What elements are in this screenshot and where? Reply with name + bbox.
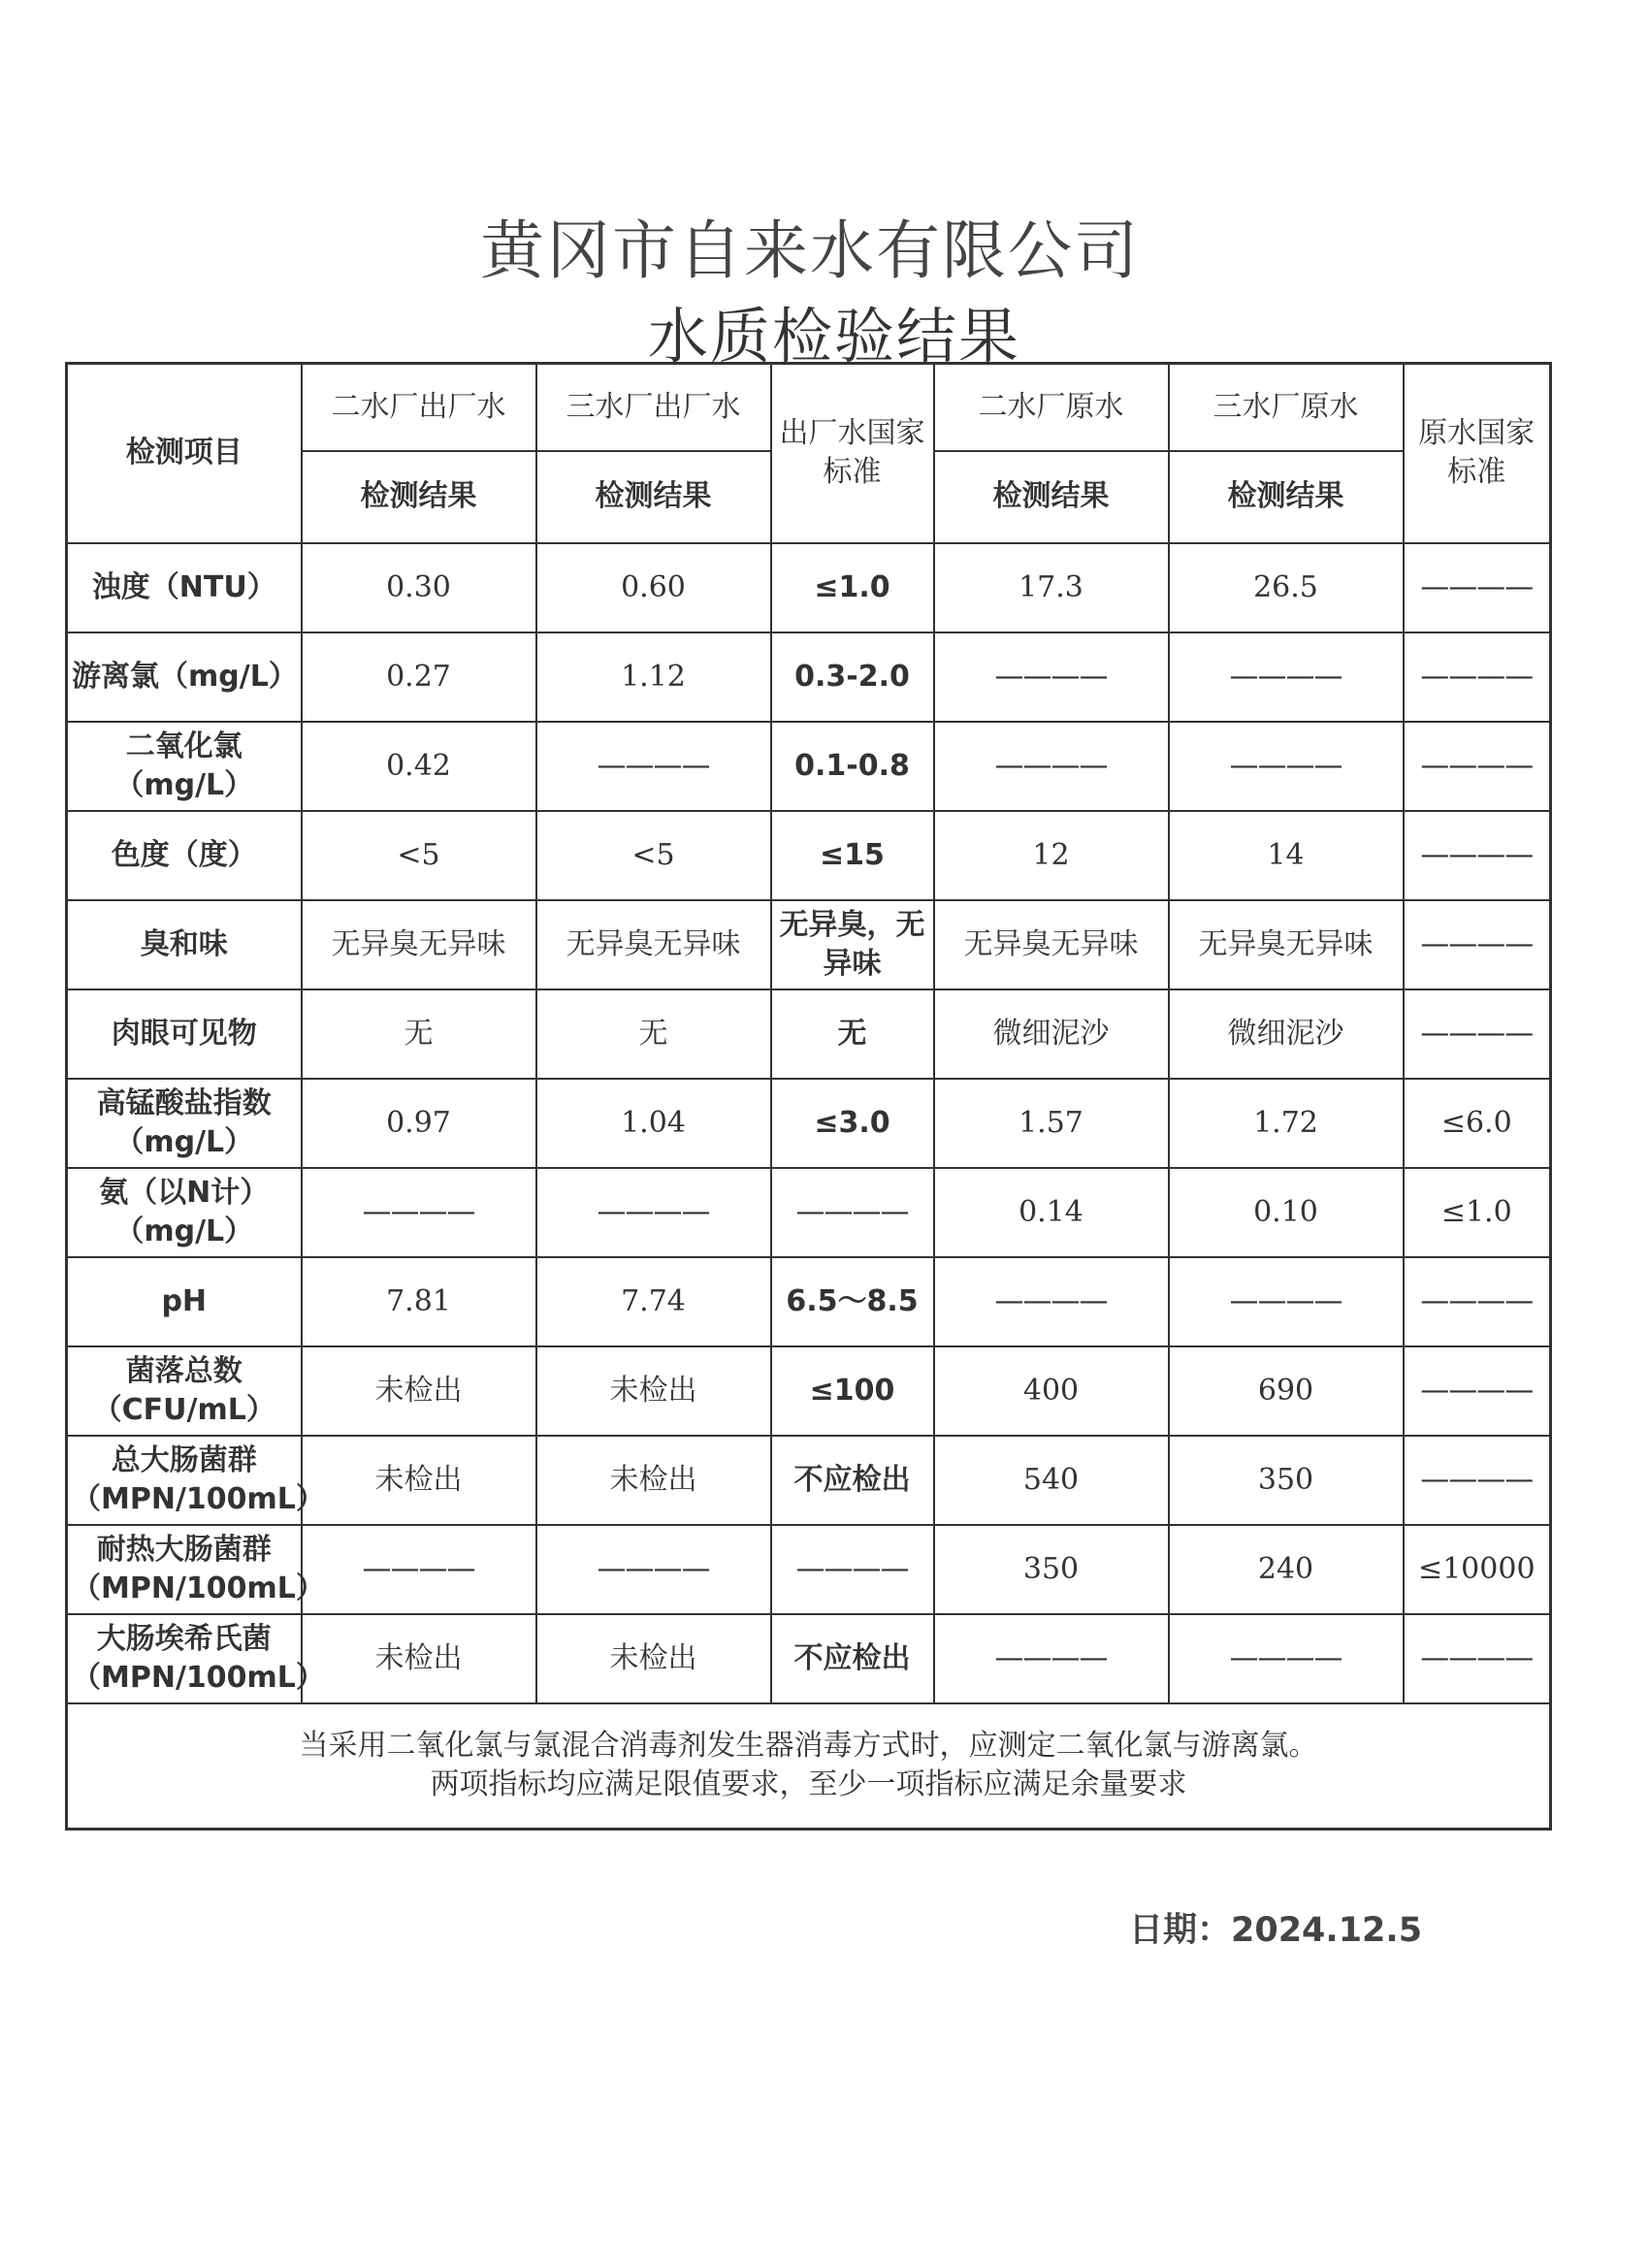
cell-out-standard: 6.5～8.5 — [771, 1257, 934, 1346]
sub-header-result: 检测结果 — [934, 451, 1169, 543]
cell-out-standard: 0.1-0.8 — [771, 722, 934, 811]
cell-plant3-out: 未检出 — [536, 1346, 771, 1436]
cell-plant2-out: 未检出 — [302, 1346, 536, 1436]
cell-plant3-raw: 26.5 — [1169, 543, 1404, 632]
cell-out-standard: 无 — [771, 989, 934, 1079]
cell-plant2-raw: 12 — [934, 811, 1169, 900]
report-date: 日期：2024.12.5 — [1129, 1911, 1423, 1950]
cell-plant3-out: <5 — [536, 811, 771, 900]
cell-out-standard: 0.3-2.0 — [771, 632, 934, 722]
cell-out-standard: 不应检出 — [771, 1614, 934, 1703]
row-item-name: 总大肠菌群（MPN/100mL） — [67, 1436, 302, 1525]
cell-plant3-out: 1.12 — [536, 632, 771, 722]
cell-plant3-raw: 690 — [1169, 1346, 1404, 1436]
cell-plant2-out: ———— — [302, 1525, 536, 1614]
sub-header-result: 检测结果 — [1169, 451, 1404, 543]
cell-raw-standard: ≤6.0 — [1404, 1079, 1551, 1168]
cell-plant3-out: ———— — [536, 1525, 771, 1614]
cell-plant2-out: ———— — [302, 1168, 536, 1257]
cell-plant3-out: 7.74 — [536, 1257, 771, 1346]
header-row-1 — [67, 364, 1551, 451]
note-line-1: 当采用二氧化氯与氯混合消毒剂发生器消毒方式时，应测定二氧化氯与游离氯。 — [299, 1729, 1318, 1764]
cell-plant2-out: 0.27 — [302, 632, 536, 722]
cell-raw-standard: ———— — [1404, 811, 1551, 900]
table-row — [67, 811, 1551, 900]
row-item-name: 臭和味 — [67, 900, 302, 989]
cell-plant3-out: 1.04 — [536, 1079, 771, 1168]
row-item-name: pH — [67, 1257, 302, 1346]
cell-plant2-raw: ———— — [934, 1257, 1169, 1346]
cell-out-standard: ———— — [771, 1168, 934, 1257]
note-line-2: 两项指标均应满足限值要求，至少一项指标应满足余量要求 — [430, 1767, 1187, 1802]
cell-plant2-raw: 无异臭无异味 — [934, 900, 1169, 989]
document-title: 水质检验结果 — [647, 301, 1020, 372]
cell-plant3-raw: 0.10 — [1169, 1168, 1404, 1257]
cell-plant3-raw: 240 — [1169, 1525, 1404, 1614]
col-header-plant3-raw: 三水厂原水 — [1169, 364, 1404, 451]
cell-plant3-out: 未检出 — [536, 1436, 771, 1525]
sub-header-result: 检测结果 — [302, 451, 536, 543]
cell-out-standard: ≤100 — [771, 1346, 934, 1436]
cell-plant3-out: 无异臭无异味 — [536, 900, 771, 989]
cell-raw-standard: ———— — [1404, 543, 1551, 632]
row-item-name: 浊度（NTU） — [67, 543, 302, 632]
col-header-out-standard: 出厂水国家标准 — [771, 364, 934, 543]
cell-plant3-raw: 350 — [1169, 1436, 1404, 1525]
cell-plant3-raw: ———— — [1169, 1614, 1404, 1703]
col-header-plant3-out: 三水厂出厂水 — [536, 364, 771, 451]
company-name: 黄冈市自来水有限公司 — [480, 213, 1140, 288]
col-header-raw-standard: 原水国家标准 — [1404, 364, 1551, 543]
table-row — [67, 900, 1551, 989]
water-quality-table — [65, 362, 1552, 1831]
row-item-name: 大肠埃希氏菌（MPN/100mL） — [67, 1614, 302, 1703]
row-item-name: 高锰酸盐指数（mg/L） — [67, 1079, 302, 1168]
row-item-name: 菌落总数（CFU/mL） — [67, 1346, 302, 1436]
cell-plant2-raw: ———— — [934, 722, 1169, 811]
table-row — [67, 1079, 1551, 1168]
cell-plant3-raw: 无异臭无异味 — [1169, 900, 1404, 989]
cell-raw-standard: ———— — [1404, 722, 1551, 811]
table-row — [67, 722, 1551, 811]
table-row — [67, 1346, 1551, 1436]
cell-plant2-raw: 微细泥沙 — [934, 989, 1169, 1079]
col-header-plant2-out: 二水厂出厂水 — [302, 364, 536, 451]
cell-plant2-out: <5 — [302, 811, 536, 900]
cell-out-standard: 无异臭，无异味 — [771, 900, 934, 989]
cell-plant3-raw: 1.72 — [1169, 1079, 1404, 1168]
cell-plant2-out: 无异臭无异味 — [302, 900, 536, 989]
item-header: 检测项目 — [67, 364, 302, 543]
cell-plant3-out: 无 — [536, 989, 771, 1079]
cell-raw-standard: ≤10000 — [1404, 1525, 1551, 1614]
cell-raw-standard: ———— — [1404, 632, 1551, 722]
cell-plant3-out: ———— — [536, 722, 771, 811]
cell-plant2-out: 无 — [302, 989, 536, 1079]
row-item-name: 氨（以N计）（mg/L） — [67, 1168, 302, 1257]
cell-raw-standard: ———— — [1404, 1346, 1551, 1436]
col-header-plant2-raw: 二水厂原水 — [934, 364, 1169, 451]
table-row — [67, 1525, 1551, 1614]
table-row — [67, 543, 1551, 632]
cell-plant2-raw: 0.14 — [934, 1168, 1169, 1257]
cell-plant3-raw: ———— — [1169, 1257, 1404, 1346]
cell-plant3-raw: ———— — [1169, 632, 1404, 722]
cell-plant2-out: 0.42 — [302, 722, 536, 811]
table-row — [67, 632, 1551, 722]
cell-plant2-out: 未检出 — [302, 1436, 536, 1525]
cell-plant2-out: 7.81 — [302, 1257, 536, 1346]
sub-header-result: 检测结果 — [536, 451, 771, 543]
table-row — [67, 1614, 1551, 1703]
cell-raw-standard: ———— — [1404, 900, 1551, 989]
table-row — [67, 1436, 1551, 1525]
cell-plant3-out: ———— — [536, 1168, 771, 1257]
row-item-name: 肉眼可见物 — [67, 989, 302, 1079]
cell-out-standard: ≤1.0 — [771, 543, 934, 632]
cell-plant2-raw: ———— — [934, 1614, 1169, 1703]
cell-plant3-out: 未检出 — [536, 1614, 771, 1703]
cell-plant2-raw: ———— — [934, 632, 1169, 722]
cell-raw-standard: ≤1.0 — [1404, 1168, 1551, 1257]
note-row — [67, 1703, 1551, 1830]
cell-plant2-raw: 400 — [934, 1346, 1169, 1436]
cell-plant2-out: 0.97 — [302, 1079, 536, 1168]
cell-plant2-out: 未检出 — [302, 1614, 536, 1703]
row-item-name: 耐热大肠菌群（MPN/100mL） — [67, 1525, 302, 1614]
row-item-name: 游离氯（mg/L） — [67, 632, 302, 722]
table-row — [67, 1168, 1551, 1257]
cell-plant3-raw: ———— — [1169, 722, 1404, 811]
cell-out-standard: 不应检出 — [771, 1436, 934, 1525]
cell-raw-standard: ———— — [1404, 1436, 1551, 1525]
cell-plant3-out: 0.60 — [536, 543, 771, 632]
cell-plant2-raw: 540 — [934, 1436, 1169, 1525]
cell-plant3-raw: 14 — [1169, 811, 1404, 900]
cell-raw-standard: ———— — [1404, 1257, 1551, 1346]
cell-plant2-raw: 350 — [934, 1525, 1169, 1614]
row-item-name: 二氧化氯（mg/L） — [67, 722, 302, 811]
cell-raw-standard: ———— — [1404, 989, 1551, 1079]
table-row — [67, 1257, 1551, 1346]
cell-out-standard: ≤15 — [771, 811, 934, 900]
cell-out-standard: ≤3.0 — [771, 1079, 934, 1168]
row-item-name: 色度（度） — [67, 811, 302, 900]
cell-plant2-raw: 1.57 — [934, 1079, 1169, 1168]
cell-plant2-raw: 17.3 — [934, 543, 1169, 632]
cell-plant3-raw: 微细泥沙 — [1169, 989, 1404, 1079]
cell-raw-standard: ———— — [1404, 1614, 1551, 1703]
cell-out-standard: ———— — [771, 1525, 934, 1614]
note-cell — [67, 1703, 1551, 1830]
table-row — [67, 989, 1551, 1079]
cell-plant2-out: 0.30 — [302, 543, 536, 632]
